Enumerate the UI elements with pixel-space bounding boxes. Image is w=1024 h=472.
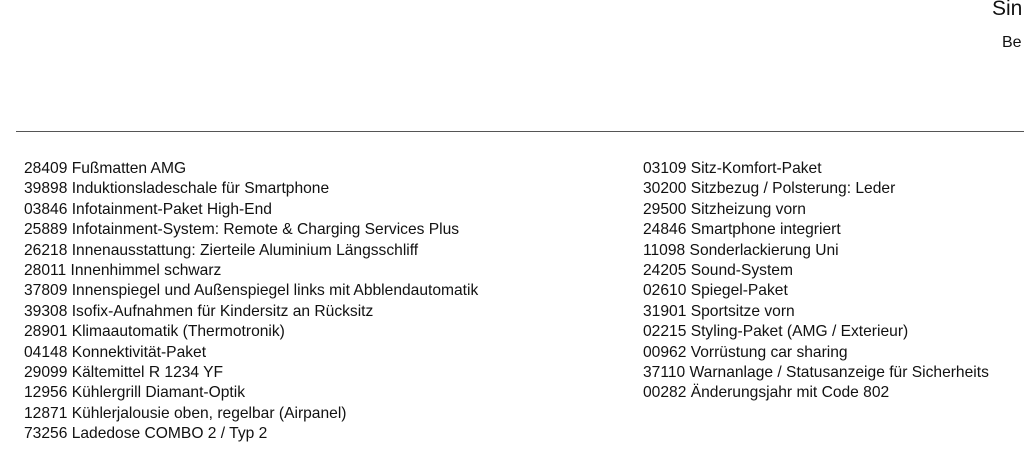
option-item: 39308 Isofix-Aufnahmen für Kindersitz an Rücksitz bbox=[24, 302, 374, 320]
option-item: 11098 Sonderlackierung Uni bbox=[643, 241, 839, 259]
option-item: 00962 Vorrüstung car sharing bbox=[643, 343, 848, 361]
option-item: 26218 Innenausstattung: Zierteile Aluminium Längsschliff bbox=[24, 241, 419, 259]
header-title-fragment: Sin bbox=[992, 0, 1023, 20]
option-item: 00282 Änderungsjahr mit Code 802 bbox=[643, 384, 890, 402]
option-item: 24205 Sound-System bbox=[643, 262, 793, 280]
header-subtitle-fragment: Be bbox=[1002, 34, 1022, 51]
option-item: 03846 Infotainment-Paket High-End bbox=[24, 200, 272, 218]
option-item: 12956 Kühlergrill Diamant-Optik bbox=[24, 384, 246, 402]
option-item: 28409 Fußmatten AMG bbox=[24, 160, 187, 177]
option-item: 28011 Innenhimmel schwarz bbox=[24, 262, 222, 280]
option-item: 29500 Sitzheizung vorn bbox=[643, 200, 806, 218]
option-item: 29099 Kältemittel R 1234 YF bbox=[24, 364, 224, 382]
option-item: 37809 Innenspiegel und Außenspiegel links mit Abblendautomatik bbox=[24, 282, 479, 300]
header-divider bbox=[16, 131, 1024, 132]
option-item: 73256 Ladedose COMBO 2 / Typ 2 bbox=[24, 425, 268, 443]
option-item: 02610 Spiegel-Paket bbox=[643, 282, 788, 300]
option-item: 39898 Induktionsladeschale für Smartphone bbox=[24, 180, 330, 198]
option-item: 03109 Sitz-Komfort-Paket bbox=[643, 160, 822, 177]
option-item: 37110 Warnanlage / Statusanzeige für Sicherheits bbox=[643, 364, 989, 382]
option-item: 31901 Sportsitze vorn bbox=[643, 302, 795, 320]
option-item: 25889 Infotainment-System: Remote & Charging Services Plus bbox=[24, 221, 460, 239]
option-item: 12871 Kühlerjalousie oben, regelbar (Airpanel) bbox=[24, 404, 347, 422]
options-list-left bbox=[24, 159, 478, 445]
page-header bbox=[0, 0, 1024, 60]
option-item: 28901 Klimaautomatik (Thermotronik) bbox=[24, 323, 285, 341]
option-item: 04148 Konnektivität-Paket bbox=[24, 343, 207, 361]
option-item: 02215 Styling-Paket (AMG / Exterieur) bbox=[643, 323, 909, 341]
option-item: 24846 Smartphone integriert bbox=[643, 221, 841, 239]
option-item: 30200 Sitzbezug / Polsterung: Leder bbox=[643, 180, 896, 198]
options-list-right bbox=[643, 159, 1024, 404]
